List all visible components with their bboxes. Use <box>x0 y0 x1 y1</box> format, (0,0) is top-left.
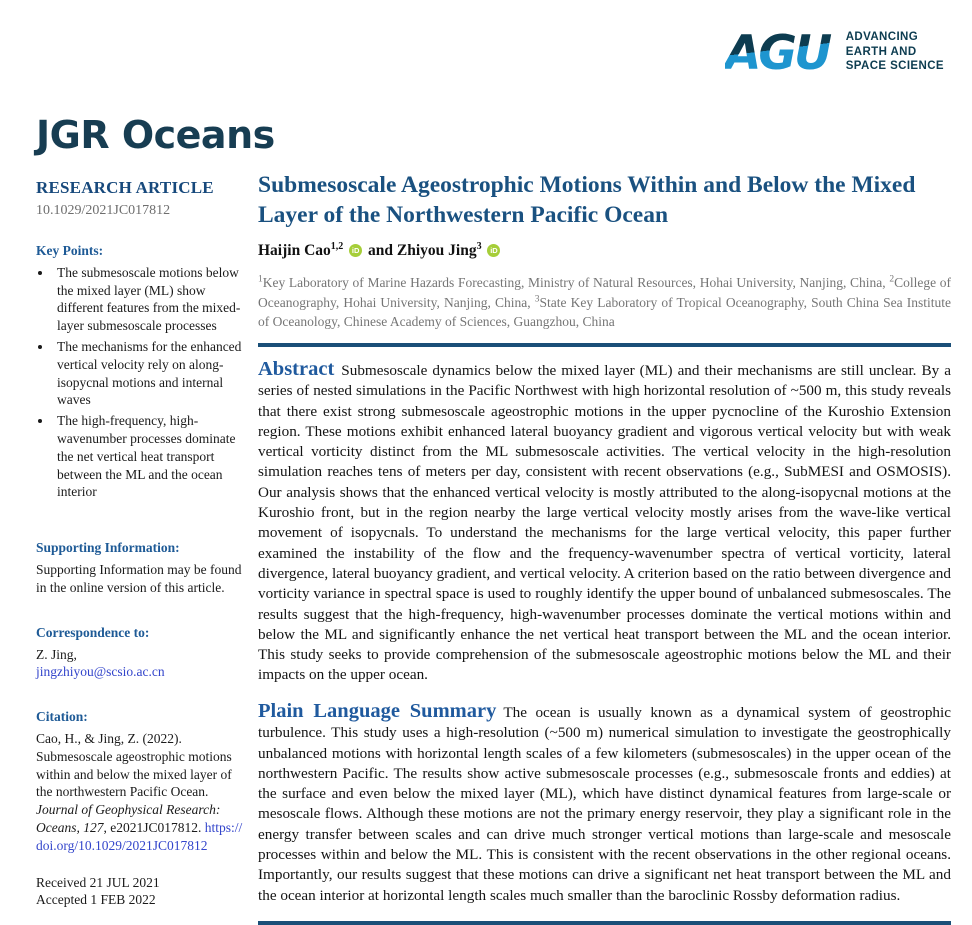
correspondence-heading: Correspondence to: <box>36 624 150 640</box>
orcid-icon[interactable]: iD <box>487 244 500 257</box>
author-superscript: 1,2 <box>330 241 344 253</box>
plain-language-summary-heading: Plain Language Summary <box>258 699 497 722</box>
affiliation-text: College of Oceanography, Hohai University, Nanjing, China, <box>258 275 951 310</box>
authors-line <box>258 241 951 260</box>
author-name: Haijin Cao <box>258 242 331 260</box>
correspondence-name: Z. Jing, <box>36 646 77 662</box>
orcid-icon[interactable]: iD <box>349 244 362 257</box>
agu-tagline <box>846 30 944 75</box>
agu-tagline-line: ADVANCING <box>845 30 919 43</box>
authors-joiner: and <box>368 242 394 260</box>
citation-text-before: Cao, H., & Jing, Z. (2022). Submesoscale ageostrophic motions within and below the mixed layer of the northwestern Pacific Ocean. <box>36 730 232 800</box>
citation-text <box>36 730 243 855</box>
divider-bar-bottom <box>258 921 951 925</box>
citation-heading: Citation: <box>36 709 88 725</box>
main-column <box>258 170 951 925</box>
agu-tagline-line: SPACE SCIENCE <box>845 60 944 73</box>
journal-logo: JGR Oceans <box>36 113 275 157</box>
article-title: Submesoscale Ageostrophic Motions Within and Below the Mixed Layer of the Northwestern Pacific Ocean <box>258 172 916 229</box>
plain-language-summary-section <box>258 701 951 906</box>
plain-language-summary-text: The ocean is usually known as a dynamical system of geostrophic turbulence. This study uses a high-resolution (~500 m) numerical simulation to investigate the geostrophically unbalanced motions with horizontal length scales of a few kilometers (submesoscales) in the upper ocean of the northwestern Pacific. The results show active submesoscale processes (e.g., submesoscale fronts and eddies) at the surface and even below the mixed layer (ML), which have distinct dynamical features from large-scale or mesoscale flows. Although these motions are not the primary energy reservoir, they play a significant role in the energy transfer between scales and can drive much stronger vertical motions than large-scale and mesoscale processes within and below the ML. This is consistent with the recent observations in the other regional oceans. Importantly, our results suggest that these motions can drive a significant net heat transport between the ML and the ocean interior at horizontal length scales much smaller than the baroclinic Rossby deformation radius. <box>258 703 951 904</box>
citation-journal-italic: Journal of Geophysical Research: Oceans, 127 <box>36 802 221 836</box>
citation-text-after: , e2021JC017812. <box>103 820 205 836</box>
abstract-heading: Abstract <box>258 358 335 380</box>
author-superscript: 3 <box>476 241 482 253</box>
agu-letters-icon <box>725 26 837 78</box>
author-name: Zhiyou Jing <box>396 242 477 260</box>
doi-label: 10.1029/2021JC017812 <box>36 203 171 219</box>
correspondence-email-link[interactable]: jingzhiyou@scsio.ac.cn <box>36 664 165 680</box>
citation-doi-link[interactable]: https://doi.org/10.1029/2021JC017812 <box>36 820 243 853</box>
abstract-section <box>258 359 951 686</box>
affiliation-text: Key Laboratory of Marine Hazards Forecasting, Ministry of Natural Resources, Hohai University, Nanjing, China, <box>262 275 890 291</box>
affiliation-superscript: 1 <box>258 274 263 285</box>
agu-tagline-line: EARTH AND <box>845 45 917 58</box>
article-type-label: RESEARCH ARTICLE <box>36 178 214 197</box>
accepted-date: Accepted 1 FEB 2022 <box>36 892 156 908</box>
divider-bar-top <box>258 343 951 347</box>
history-dates <box>36 874 243 910</box>
agu-letters-text: AGU <box>724 26 829 78</box>
key-point-item: • The submesoscale motions below the mixed layer (ML) show different features from the mixed-layer submesoscale processes <box>53 264 243 335</box>
received-date: Received 21 JUL 2021 <box>36 874 160 890</box>
affiliations <box>258 273 951 332</box>
key-point-item: • The mechanisms for the enhanced vertical velocity rely on along-isopycnal motions and internal waves <box>53 338 243 409</box>
supporting-info-text: Supporting Information may be found in the online version of this article. <box>36 562 242 595</box>
affiliation-text: State Key Laboratory of Tropical Oceanography, South China Sea Institute of Oceanology, Chinese Academy of Sciences, Guangzhou, China <box>258 294 951 330</box>
sidebar <box>36 177 243 909</box>
affiliation-superscript: 2 <box>889 274 895 285</box>
supporting-info-heading: Supporting Information: <box>36 540 180 556</box>
key-points-heading: Key Points: <box>36 242 104 258</box>
key-points-list <box>36 264 243 502</box>
key-point-item: • The high-frequency, high-wavenumber processes dominate the net vertical heat transport between the ML and the ocean interior <box>53 412 243 501</box>
abstract-text: Submesoscale dynamics below the mixed layer (ML) and their mechanisms are still unclear. By a series of nested simulations in the Pacific Northwest with high horizontal resolution of ~500 m, this study reveals that there exist strong submesoscale ageostrophic motions in the upper pycnocline of the Kuroshio Extension region. These motions exhibit enhanced lateral buoyancy gradient and vigorous vertical velocity but with weak vertical vorticity distinct from the ML submesoscale activities. The vertical velocity in the high-resolution simulation reaches tens of meters per day, consistent with recent observations (e.g., SubMESI and OSMOSIS). Our analysis shows that the enhanced vertical velocity is mostly attributed to the along-isopycnal motions at the Kuroshio front, but in the region nearby the large vertical velocity mostly arises from the wave-like vertical movement of isopycnals. To understand the mechanisms for the large vertical velocity, this paper further examined the instability of the flow and the frequency-wavenumber spectra of vertical vorticity, lateral divergence, lateral buoyancy gradient, and vertical velocity. A criterion based on the ratio between divergence and vorticity variance in spectral space is used to roughly identify the upper bound of unbalanced submesoscales. The results suggest that the high-frequency, high-wavenumber processes dominate the vertical motions within and below the ML and significantly enhance the net vertical heat transport between the ML and the ocean interior. This study seeks to provide comprehension of the submesoscale ageostrophic motions below the ML and their impacts on the upper ocean. <box>258 362 951 684</box>
affiliation-superscript: 3 <box>534 294 540 305</box>
agu-logo <box>725 26 944 78</box>
